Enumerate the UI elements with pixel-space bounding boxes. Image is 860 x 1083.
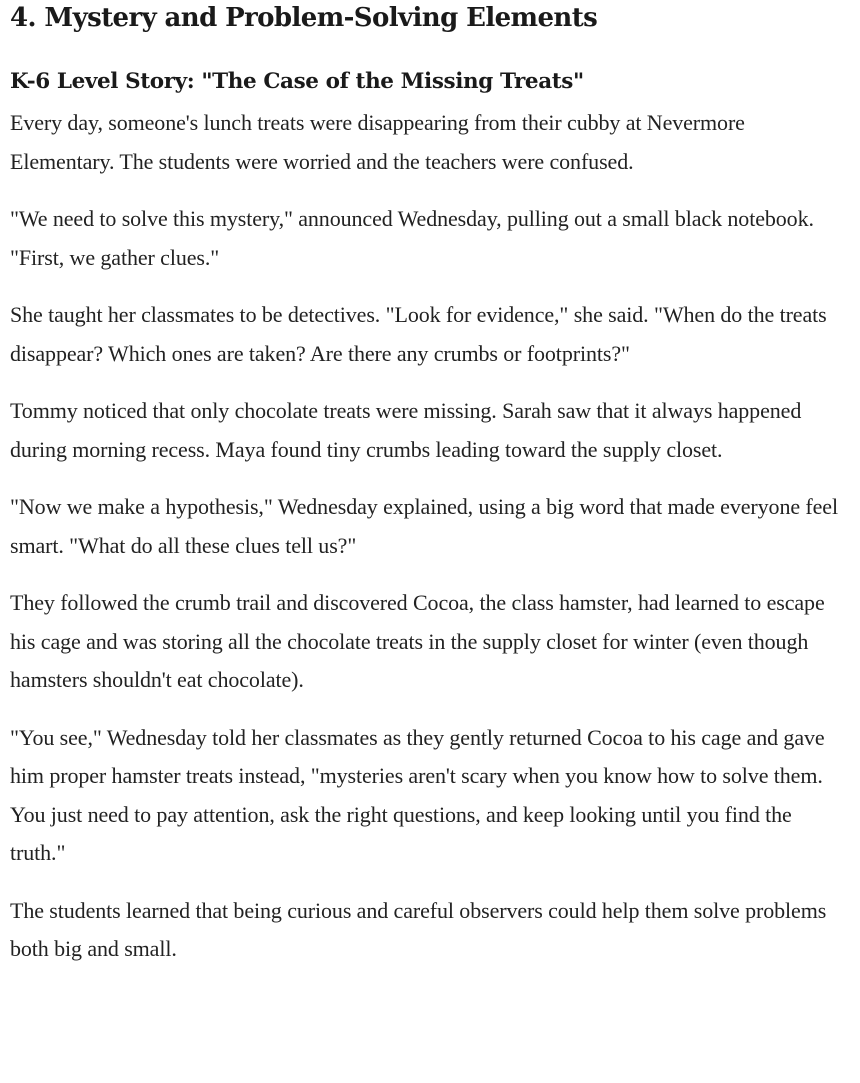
story-title: K-6 Level Story: "The Case of the Missing Treats" — [10, 69, 584, 94]
story-paragraph: "You see," Wednesday told her classmates as they gently returned Cocoa to his cage and gave him proper hamster treats instead, "mysteries aren't scary when you know how to solve them. You just need to pay attention, ask the right questions, and keep looking until you find the truth." — [10, 724, 825, 865]
section-heading: 4. Mystery and Problem-Solving Elements — [10, 3, 598, 33]
story-paragraph: The students learned that being curious and careful observers could help them solve problems both big and small. — [10, 897, 827, 961]
story-paragraph: Tommy noticed that only chocolate treats were missing. Sarah saw that it always happened during morning recess. Maya found tiny crumbs leading toward the supply closet. — [10, 398, 802, 462]
story-paragraph: Every day, someone's lunch treats were disappearing from their cubby at Nevermore Elementary. The students were worried and the teachers were confused. — [10, 110, 745, 174]
story-paragraph: "We need to solve this mystery," announced Wednesday, pulling out a small black notebook. "First, we gather clues." — [10, 206, 814, 270]
story-paragraph: "Now we make a hypothesis," Wednesday explained, using a big word that made everyone feel smart. "What do all these clues tell us?" — [10, 494, 838, 558]
story-paragraph: She taught her classmates to be detectives. "Look for evidence," she said. "When do the treats disappear? Which ones are taken? Are there any crumbs or footprints?" — [10, 302, 827, 366]
story-paragraph: They followed the crumb trail and discovered Cocoa, the class hamster, had learned to escape his cage and was storing all the chocolate treats in the supply closet for winter (even though hamsters shouldn't eat chocolate). — [10, 590, 825, 692]
document — [10, 0, 850, 969]
